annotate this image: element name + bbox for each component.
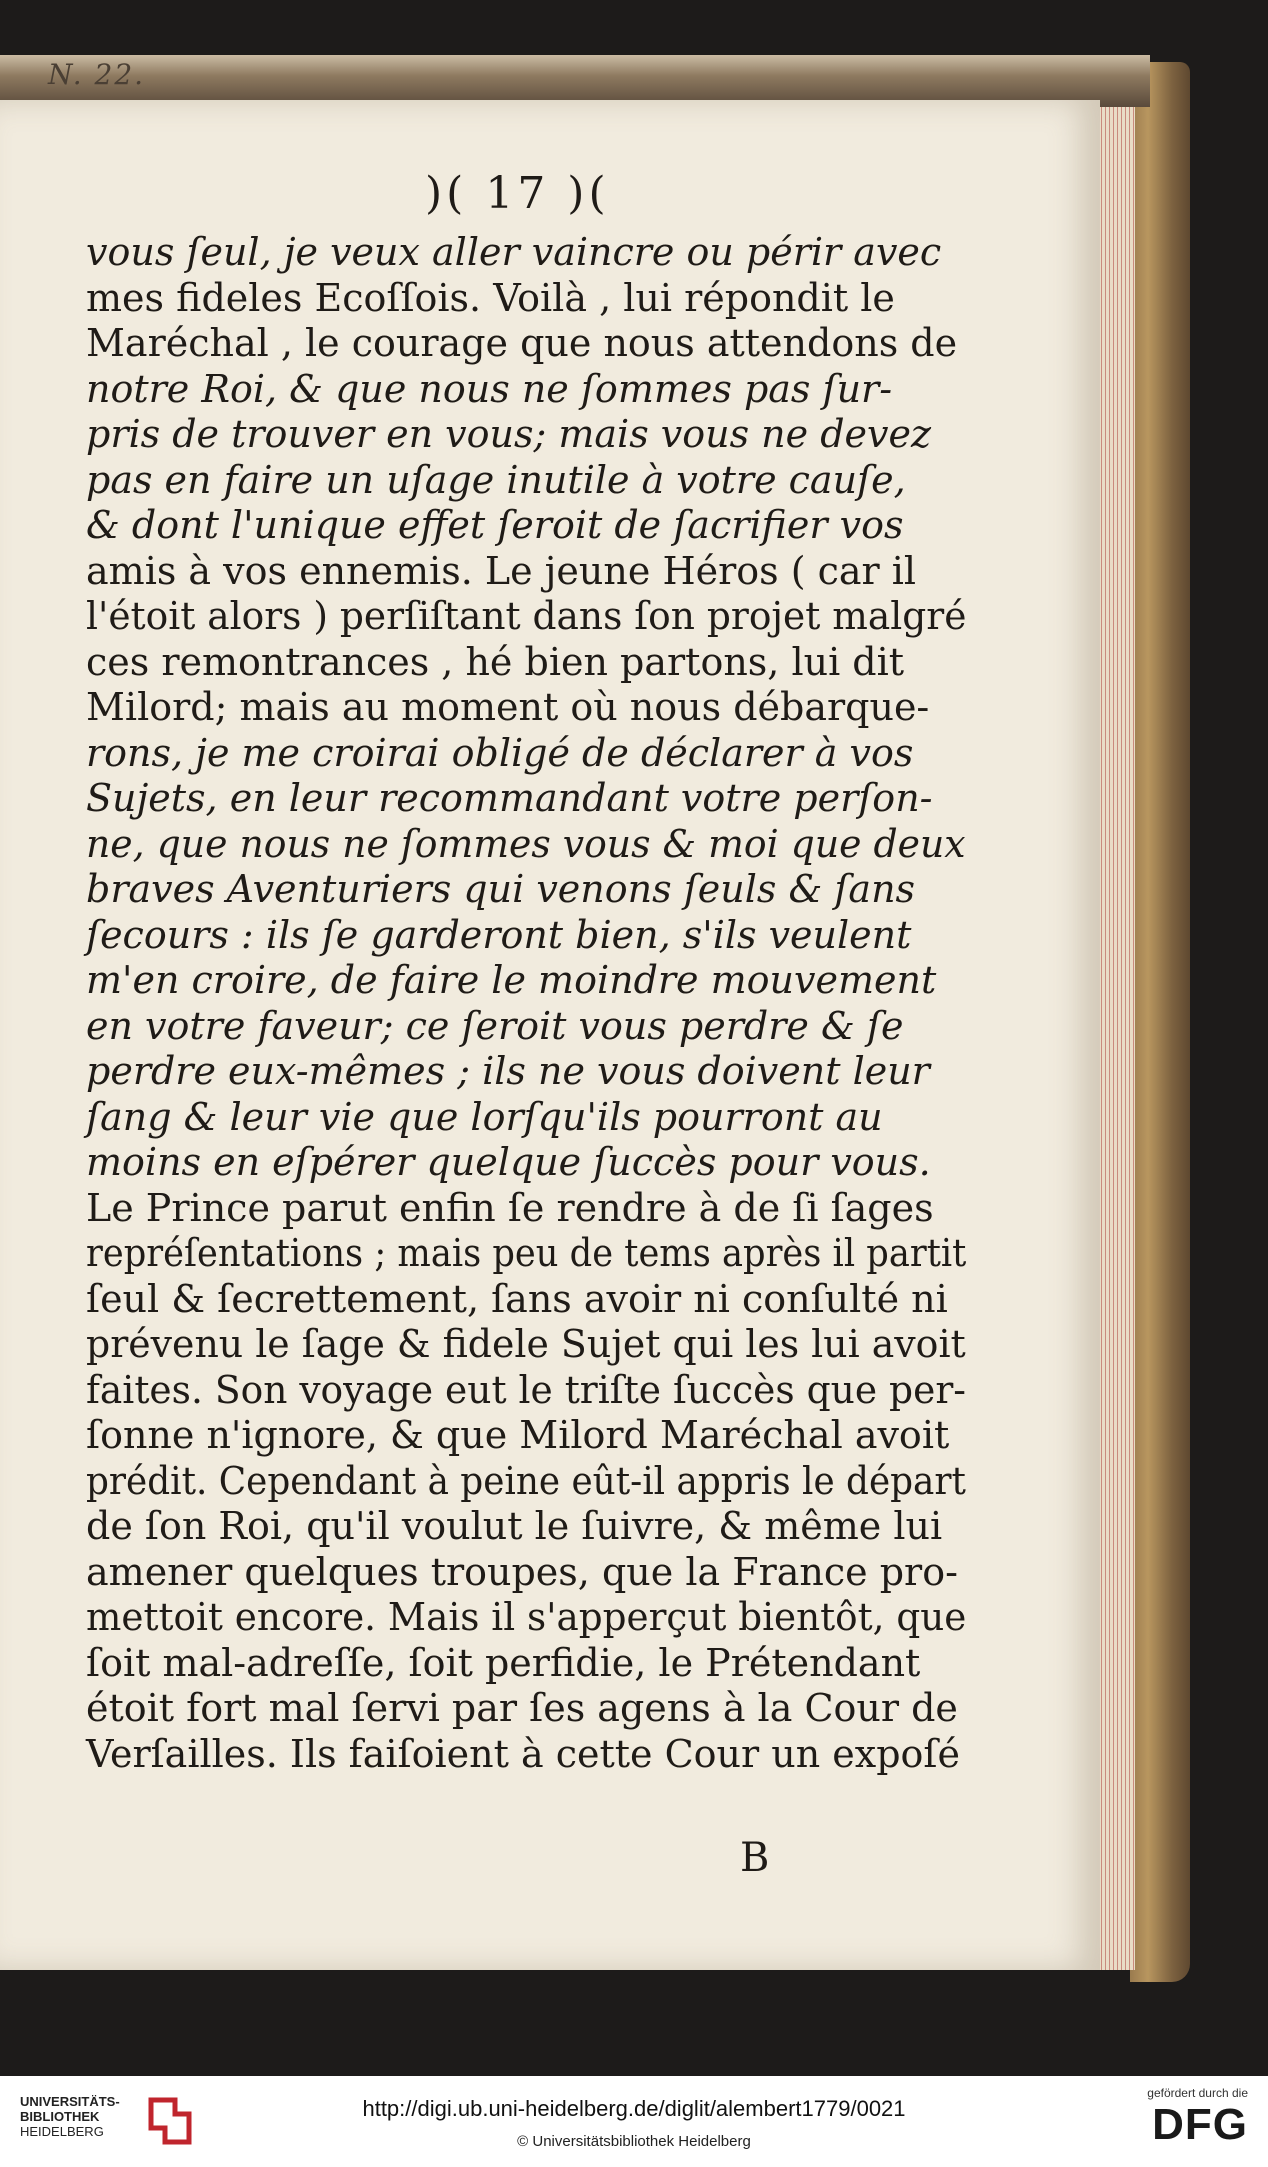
text-line: amis à vos ennemis. Le jeune Héros ( car il xyxy=(86,548,917,593)
funder-label: gefördert durch die xyxy=(1147,2086,1248,2100)
dfg-logo: DFG xyxy=(1152,2100,1248,2149)
text-line: braves Aventuriers qui venons ſeuls & ſans xyxy=(86,867,916,911)
copyright-notice: © Universitätsbibliothek Heidelberg xyxy=(517,2133,751,2150)
library-name-line1: UNIVERSITÄTS- xyxy=(20,2094,120,2109)
text-line: repréſentations ; mais peu de tems après il partit xyxy=(86,1231,967,1275)
text-line: Le Prince parut enfin ſe rendre à de ſi ſages xyxy=(86,1185,934,1230)
text-line: étoit fort mal ſervi par ſes agens à la Cour de xyxy=(86,1686,958,1730)
text-line: faites. Son voyage eut le triſte ſuccès que per- xyxy=(86,1367,966,1412)
text-line: Verſailles. Ils faiſoient à cette Cour un expoſé xyxy=(86,1731,960,1776)
library-name-line2: BIBLIOTHEK xyxy=(20,2109,100,2124)
text-line: moins en eſpérer quelque ſuccès pour vous. xyxy=(86,1140,931,1184)
text-line: ces remontrances , hé bien partons, lui dit xyxy=(86,639,905,684)
text-line: rons, je me croirai obligé de déclarer à vos xyxy=(86,730,914,775)
viewer-footer xyxy=(0,2076,1268,2167)
permalink-url[interactable]: http://digi.ub.uni-heidelberg.de/diglit/alembert1779/0021 xyxy=(362,2096,906,2121)
text-line: ſang & leur vie que lorſqu'ils pourront au xyxy=(86,1094,883,1139)
text-line: ſecours : ils ſe garderont bien, s'ils veulent xyxy=(86,912,912,957)
funder-block xyxy=(1108,2086,1248,2150)
text-line: Sujets, en leur recommandant votre perſon- xyxy=(86,776,933,820)
text-line: mes fideles Ecoſſois. Voilà , lui répondit le xyxy=(86,275,895,320)
handwritten-note: N. 22. xyxy=(48,58,146,91)
text-line: notre Roi, & que nous ne ſommes pas ſur- xyxy=(86,366,893,411)
text-line: pris de trouver en vous; mais vous ne devez xyxy=(86,412,931,456)
text-line: en votre faveur; ce ſeroit vous perdre & ſe xyxy=(86,1003,904,1048)
page-body-text xyxy=(86,230,966,1777)
book-cover-edge xyxy=(1130,62,1190,1982)
signature-mark: B xyxy=(740,1835,770,1881)
text-line: & dont l'unique effet ſeroit de ſacrifier vos xyxy=(86,503,904,547)
text-line: de ſon Roi, qu'il voulut le ſuivre, & même lui xyxy=(86,1504,943,1548)
text-line: ne, que nous ne ſommes vous & moi que deux xyxy=(86,821,966,866)
text-line: ſoit mal-adreſſe, ſoit perfidie, le Prétendant xyxy=(86,1640,921,1685)
page-number-header: )( 17 )( xyxy=(425,168,610,219)
text-line: ſonne n'ignore, & que Milord Maréchal avoit xyxy=(86,1413,950,1457)
text-line: ſeul & ſecrettement, ſans avoir ni conſulté ni xyxy=(86,1276,948,1321)
text-line: prédit. Cependant à peine eût-il appris le départ xyxy=(86,1458,966,1503)
library-name-line3: HEIDELBERG xyxy=(20,2124,104,2139)
text-line: prévenu le ſage & fidele Sujet qui les lui avoit xyxy=(86,1322,966,1366)
book-page xyxy=(0,100,1100,1970)
text-line: perdre eux-mêmes ; ils ne vous doivent leur xyxy=(86,1049,930,1093)
text-line: pas en faire un uſage inutile à votre cauſe, xyxy=(86,457,906,502)
text-line: mettoit encore. Mais il s'apperçut bientôt, que xyxy=(86,1595,967,1639)
text-line: l'étoit alors ) perſiſtant dans ſon projet malgré xyxy=(86,594,967,638)
text-line: m'en croire, de faire le moindre mouvement xyxy=(86,958,937,1002)
text-line: amener quelques troupes, que la France pro- xyxy=(86,1549,958,1594)
text-line: Milord; mais au moment où nous débarque- xyxy=(86,685,930,729)
text-line: vous ſeul, je veux aller vaincre ou périr avec xyxy=(86,230,942,274)
text-line: Maréchal , le courage que nous attendons de xyxy=(86,321,958,365)
